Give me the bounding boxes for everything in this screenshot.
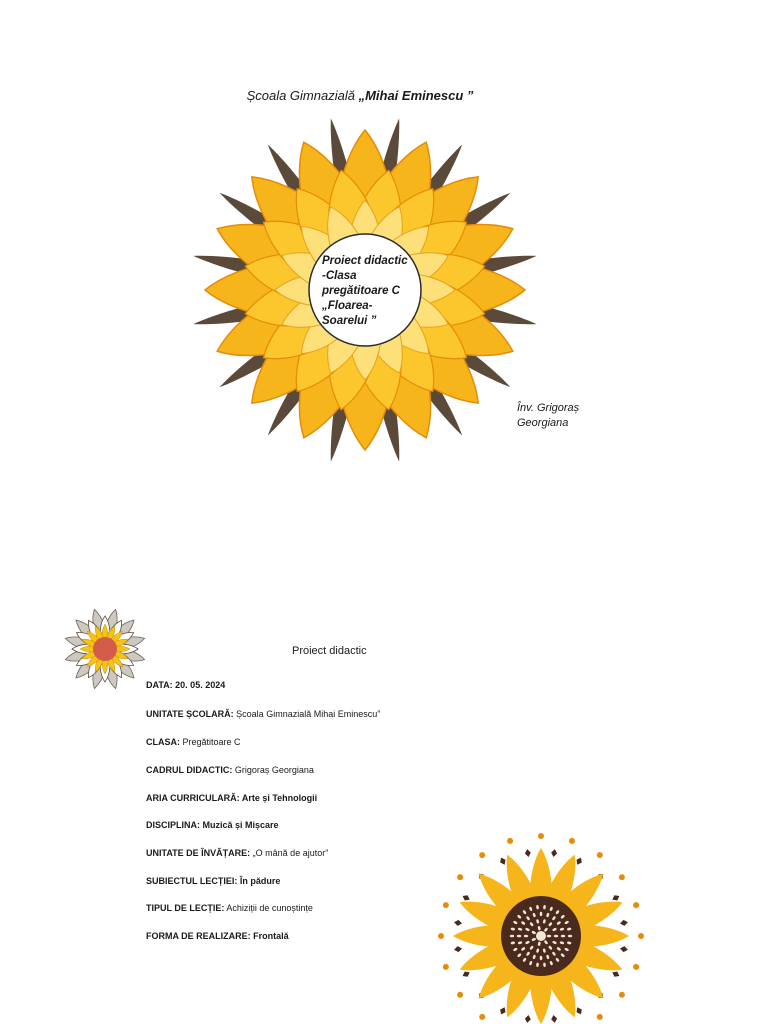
center-line: -Clasa [322,270,357,282]
center-line: „Floarea- [322,300,373,312]
field-unitate-invatare: UNITATE DE ÎNVĂȚARE: „O mână de ajutor” [146,848,329,858]
field-subiect: SUBIECTUL LECȚIEI: În pădure [146,876,281,886]
school-prefix: Școala Gimnazială [246,88,359,103]
field-unitate: UNITATE ȘCOLARĂ: Școala Gimnazială Mihai Eminescu” [146,709,381,719]
school-title [0,88,720,103]
field-cadru: CADRUL DIDACTIC: Grigoraș Georgiana [146,765,314,775]
sunflower-icon [432,828,650,1024]
school-name: „Mihai Eminescu ” [358,88,474,103]
center-line: Soarelui ” [322,315,377,327]
teacher-line: Înv. Grigoraș [517,402,580,414]
teacher-line: Georgiana [517,417,569,429]
field-data: DATA: 20. 05. 2024 [146,680,226,690]
center-line: Proiect didactic [322,255,408,267]
field-aria: ARIA CURRICULARĂ: Arte și Tehnologii [146,793,318,803]
field-forma: FORMA DE REALIZARE: Frontală [146,931,289,941]
center-line: pregătitoare C [322,285,400,297]
teacher-name [517,401,637,431]
small-mandala-icon [63,606,147,692]
field-tip: TIPUL DE LECȚIE: Achiziții de cunoștințe [146,903,313,913]
cover-center-text [322,254,442,329]
field-clasa: CLASA: Pregătitoare C [146,737,241,747]
field-disciplina: DISCIPLINA: Muzică și Mișcare [146,820,279,830]
page2-title: Proiect didactic [292,645,367,657]
